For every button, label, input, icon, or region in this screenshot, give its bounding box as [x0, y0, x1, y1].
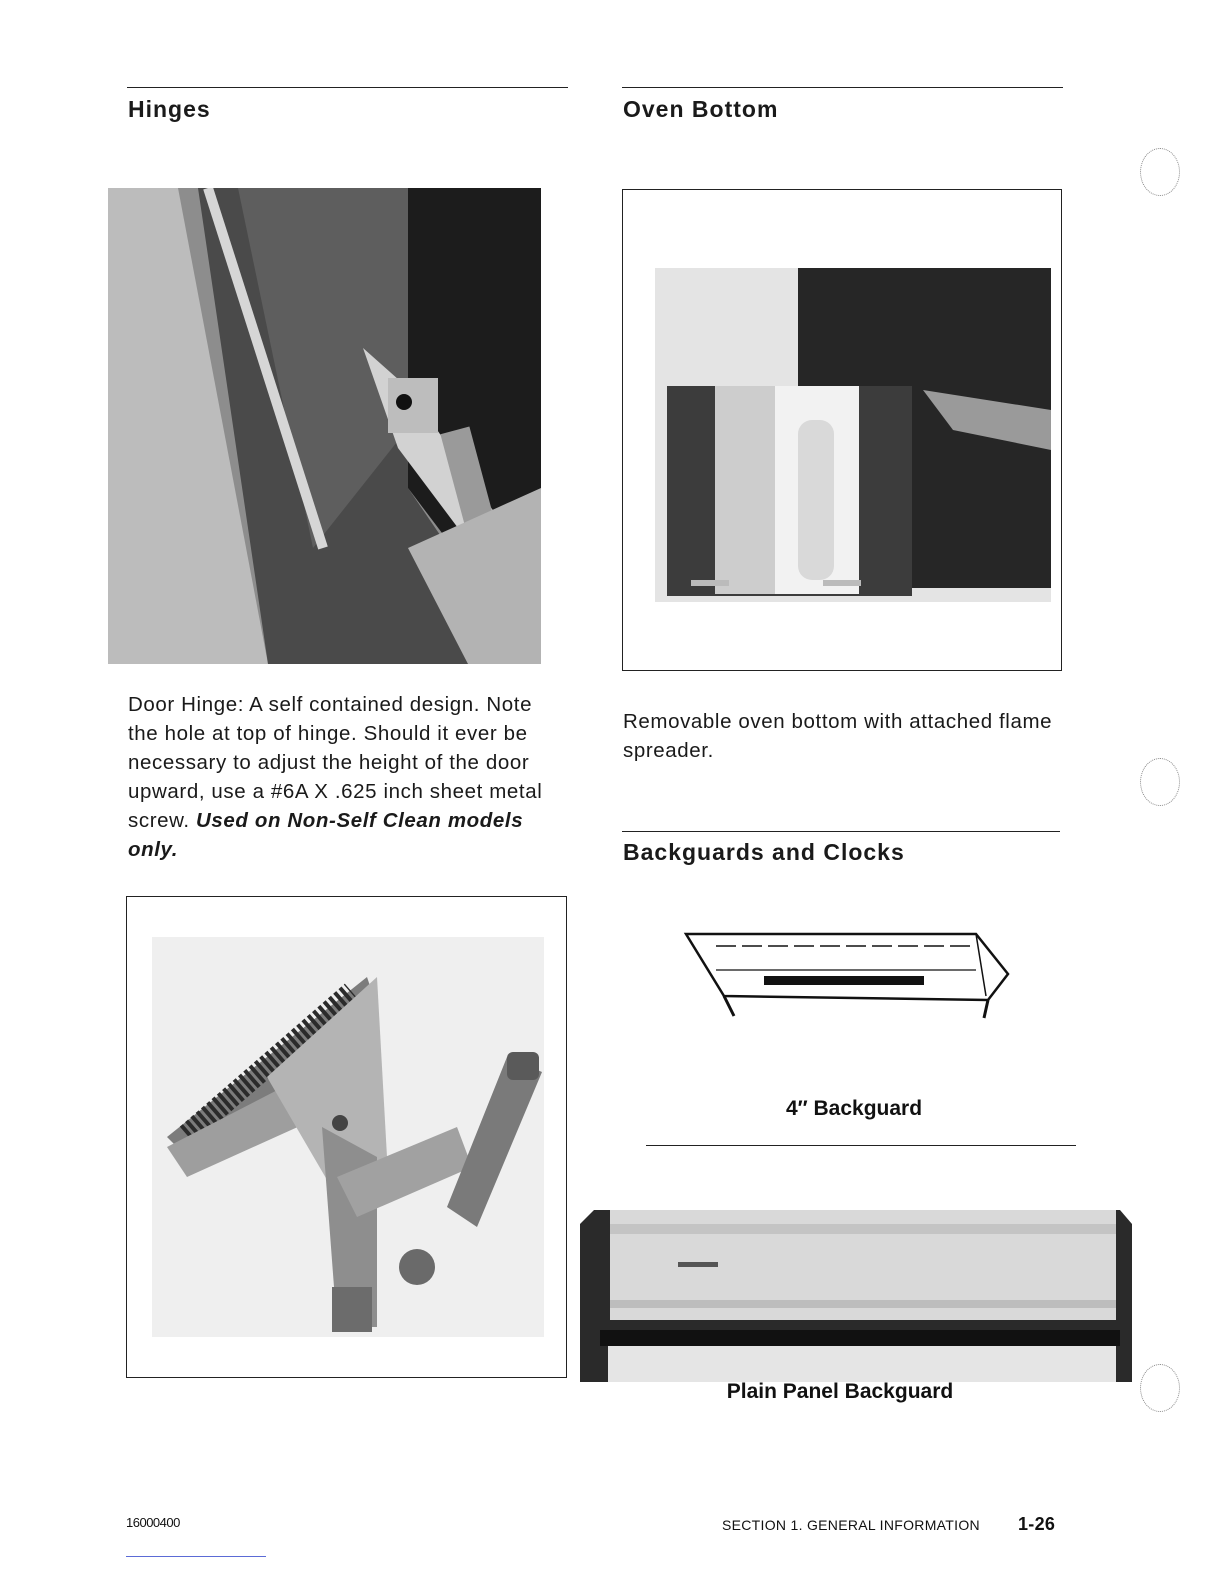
binder-hole-middle — [1140, 758, 1180, 806]
oven-bottom-heading: Oven Bottom — [623, 96, 779, 122]
oven-bottom-caption: Removable oven bottom with attached flame spreader. — [623, 710, 1053, 762]
footer-section: SECTION 1. GENERAL INFORMATION — [722, 1517, 980, 1533]
hinges-heading: Hinges — [128, 96, 211, 122]
plain-panel-caption: Plain Panel Backguard — [726, 1380, 954, 1403]
backguard-4in-drawing — [676, 924, 1016, 1024]
hinge-closeup-photo — [126, 896, 567, 1378]
binder-hole-bottom — [1140, 1364, 1180, 1412]
hinge-installed-photo — [108, 188, 541, 664]
hinge-description-emphasis: Used on Non-Self Clean models only. — [128, 809, 524, 861]
oven-bottom-photo-graphic — [623, 190, 1061, 670]
backguards-rule — [622, 831, 1060, 832]
footer-doc-number: 16000400 — [126, 1515, 180, 1530]
hinges-rule — [127, 87, 568, 88]
hinge-description — [128, 690, 558, 864]
backguards-heading: Backguards and Clocks — [623, 839, 905, 865]
backguard-4in-rule — [646, 1145, 1076, 1146]
backguard-4in-graphic — [676, 924, 1016, 1024]
plain-panel-backguard-photo — [580, 1206, 1136, 1382]
backguard-4in-caption: 4″ Backguard — [785, 1097, 923, 1120]
hinge-description-text: Door Hinge: A self contained design. Note the hole at top of hinge. Should it ever be necessary to adjust the height of the door upward, use a #6A X .625 inch sheet metal screw. — [128, 693, 543, 832]
hinge-closeup-photo-graphic — [127, 897, 566, 1377]
hinge-installed-photo-graphic — [108, 188, 541, 664]
footer-link-rule — [126, 1556, 266, 1557]
footer-page-number: 1-26 — [1018, 1514, 1056, 1534]
plain-panel-backguard-graphic — [580, 1206, 1136, 1382]
binder-hole-top — [1140, 148, 1180, 196]
oven-bottom-photo — [622, 189, 1062, 671]
oven-bottom-rule — [622, 87, 1063, 88]
